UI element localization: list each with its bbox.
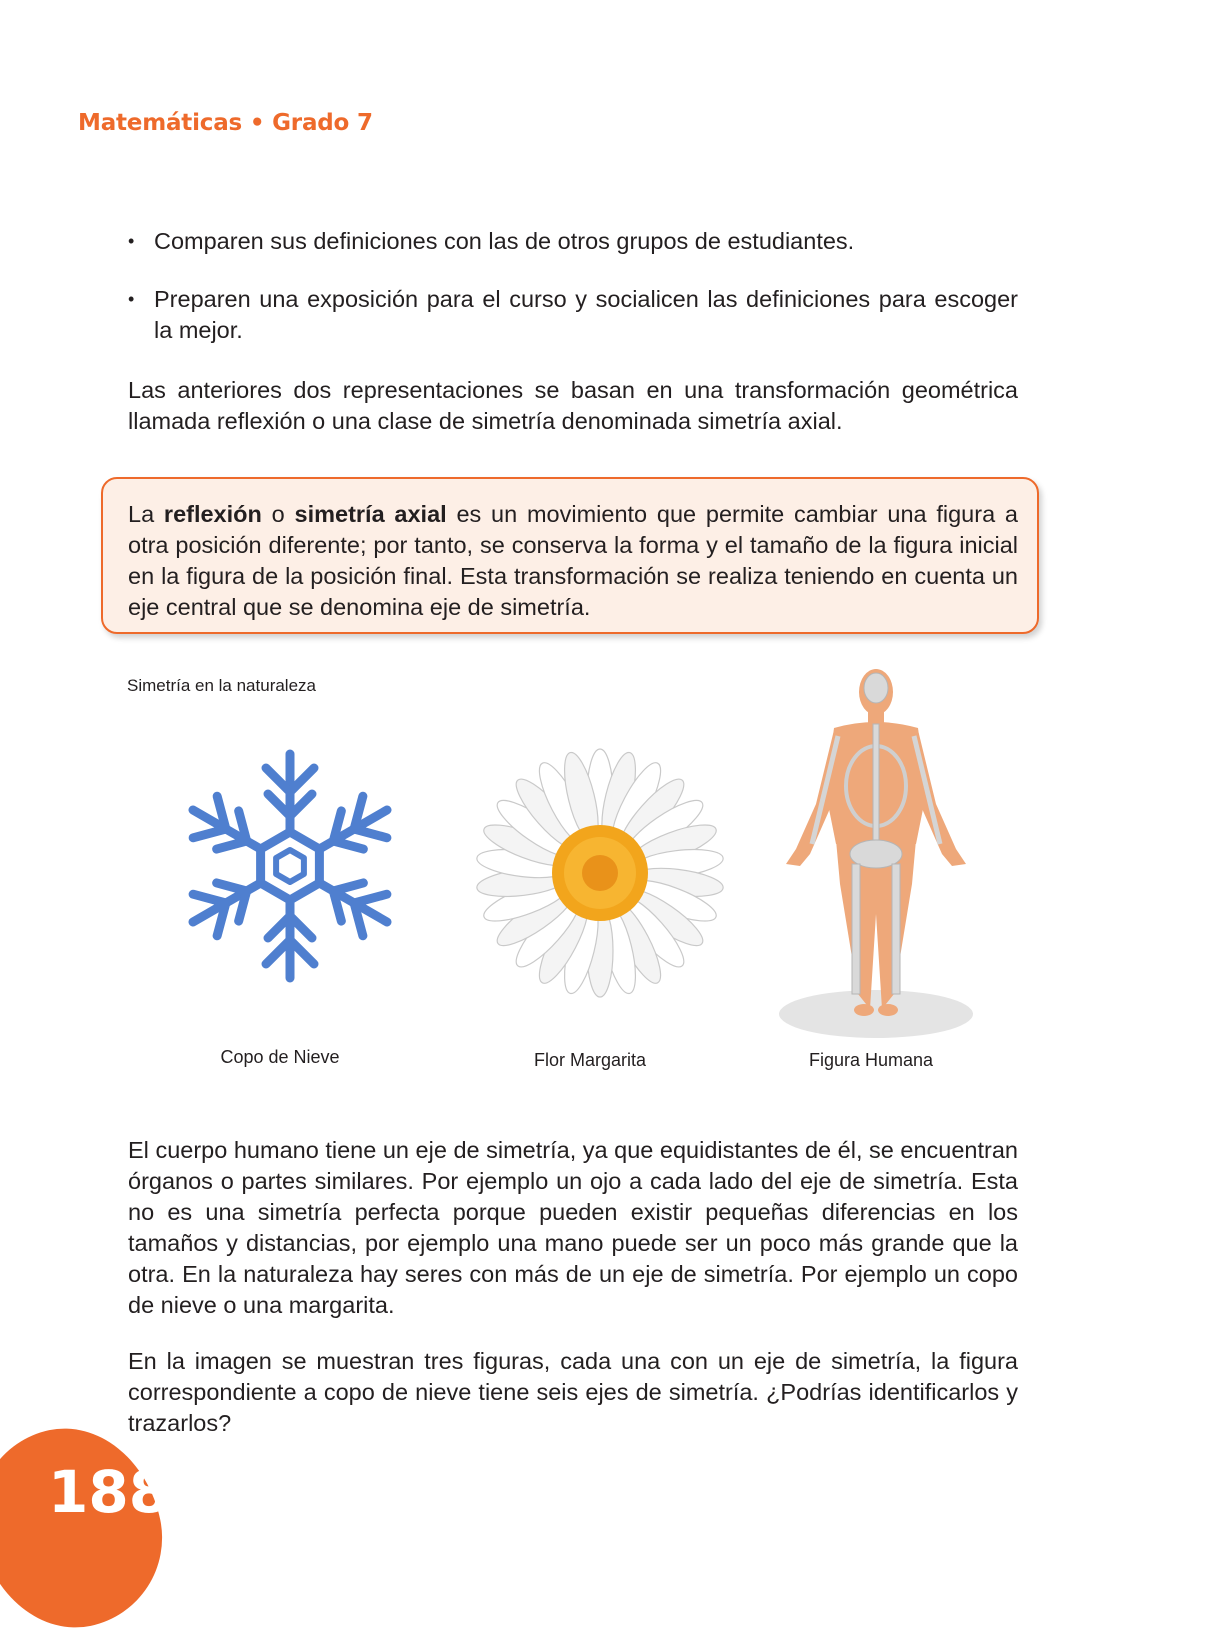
bullet-marker: • xyxy=(128,231,135,251)
figure-title: Simetría en la naturaleza xyxy=(127,676,316,695)
definition-term: reflexión xyxy=(163,501,262,527)
list-item xyxy=(128,226,1018,257)
definition-term: simetría axial xyxy=(294,501,447,527)
definition-text xyxy=(128,499,1018,623)
daisy-image xyxy=(474,748,726,998)
bullet-text: Preparen una exposición para el curso y socialicen las definiciones para escoger la mejor. xyxy=(154,286,1018,343)
snowflake-caption: Copo de Nieve xyxy=(220,1047,340,1067)
definition-text-part: es un movimiento que permite cambiar una figura a otra posición diferente; por tanto, se conserva la forma y el tamaño de la figura inicial en la figura de la posición final. Esta transformación se realiza teniendo en cuenta un eje central que se denomina eje de simetría. xyxy=(128,501,1018,620)
bullet-list xyxy=(128,226,1018,373)
list-item xyxy=(128,284,1018,346)
intro-paragraph: Las anteriores dos representaciones se basan en una transformación geométrica llamada reflexión o una clase de simetría denominada simetría axial. xyxy=(128,377,1018,434)
page-number-badge xyxy=(0,1411,179,1644)
definition-text-part: La xyxy=(128,501,164,527)
bullet-marker: • xyxy=(128,289,135,309)
daisy-caption: Flor Margarita xyxy=(533,1050,647,1070)
paragraph-human-body: El cuerpo humano tiene un eje de simetría, ya que equidistantes de él, se encuentran órganos o partes similares. Por ejemplo un ojo a cada lado del eje de simetría. Esta no es una simetría perfecta porque pueden existir pequeñas diferencias en los tamaños y distancias, por ejemplo una mano puede ser un poco más grande que la otra. En la naturaleza hay seres con más de un eje de simetría. Por ejemplo un copo de nieve o una margarita. xyxy=(128,1137,1018,1318)
snowflake-image xyxy=(168,748,412,984)
bullet-text: Comparen sus definiciones con las de otros grupos de estudiantes. xyxy=(154,228,855,254)
definition-text-part: o xyxy=(261,501,295,527)
running-head: Matemáticas • Grado 7 xyxy=(78,110,373,136)
paragraph-question: En la imagen se muestran tres figuras, cada una con un eje de simetría, la figura correspondiente a copo de nieve tiene seis ejes de simetría. ¿Podrías identificarlos y trazarlos? xyxy=(128,1348,1018,1436)
human-figure-image xyxy=(776,664,976,1042)
definition-box xyxy=(101,477,1039,634)
human-caption: Figura Humana xyxy=(808,1050,934,1070)
page-number: 188 xyxy=(48,1458,170,1526)
